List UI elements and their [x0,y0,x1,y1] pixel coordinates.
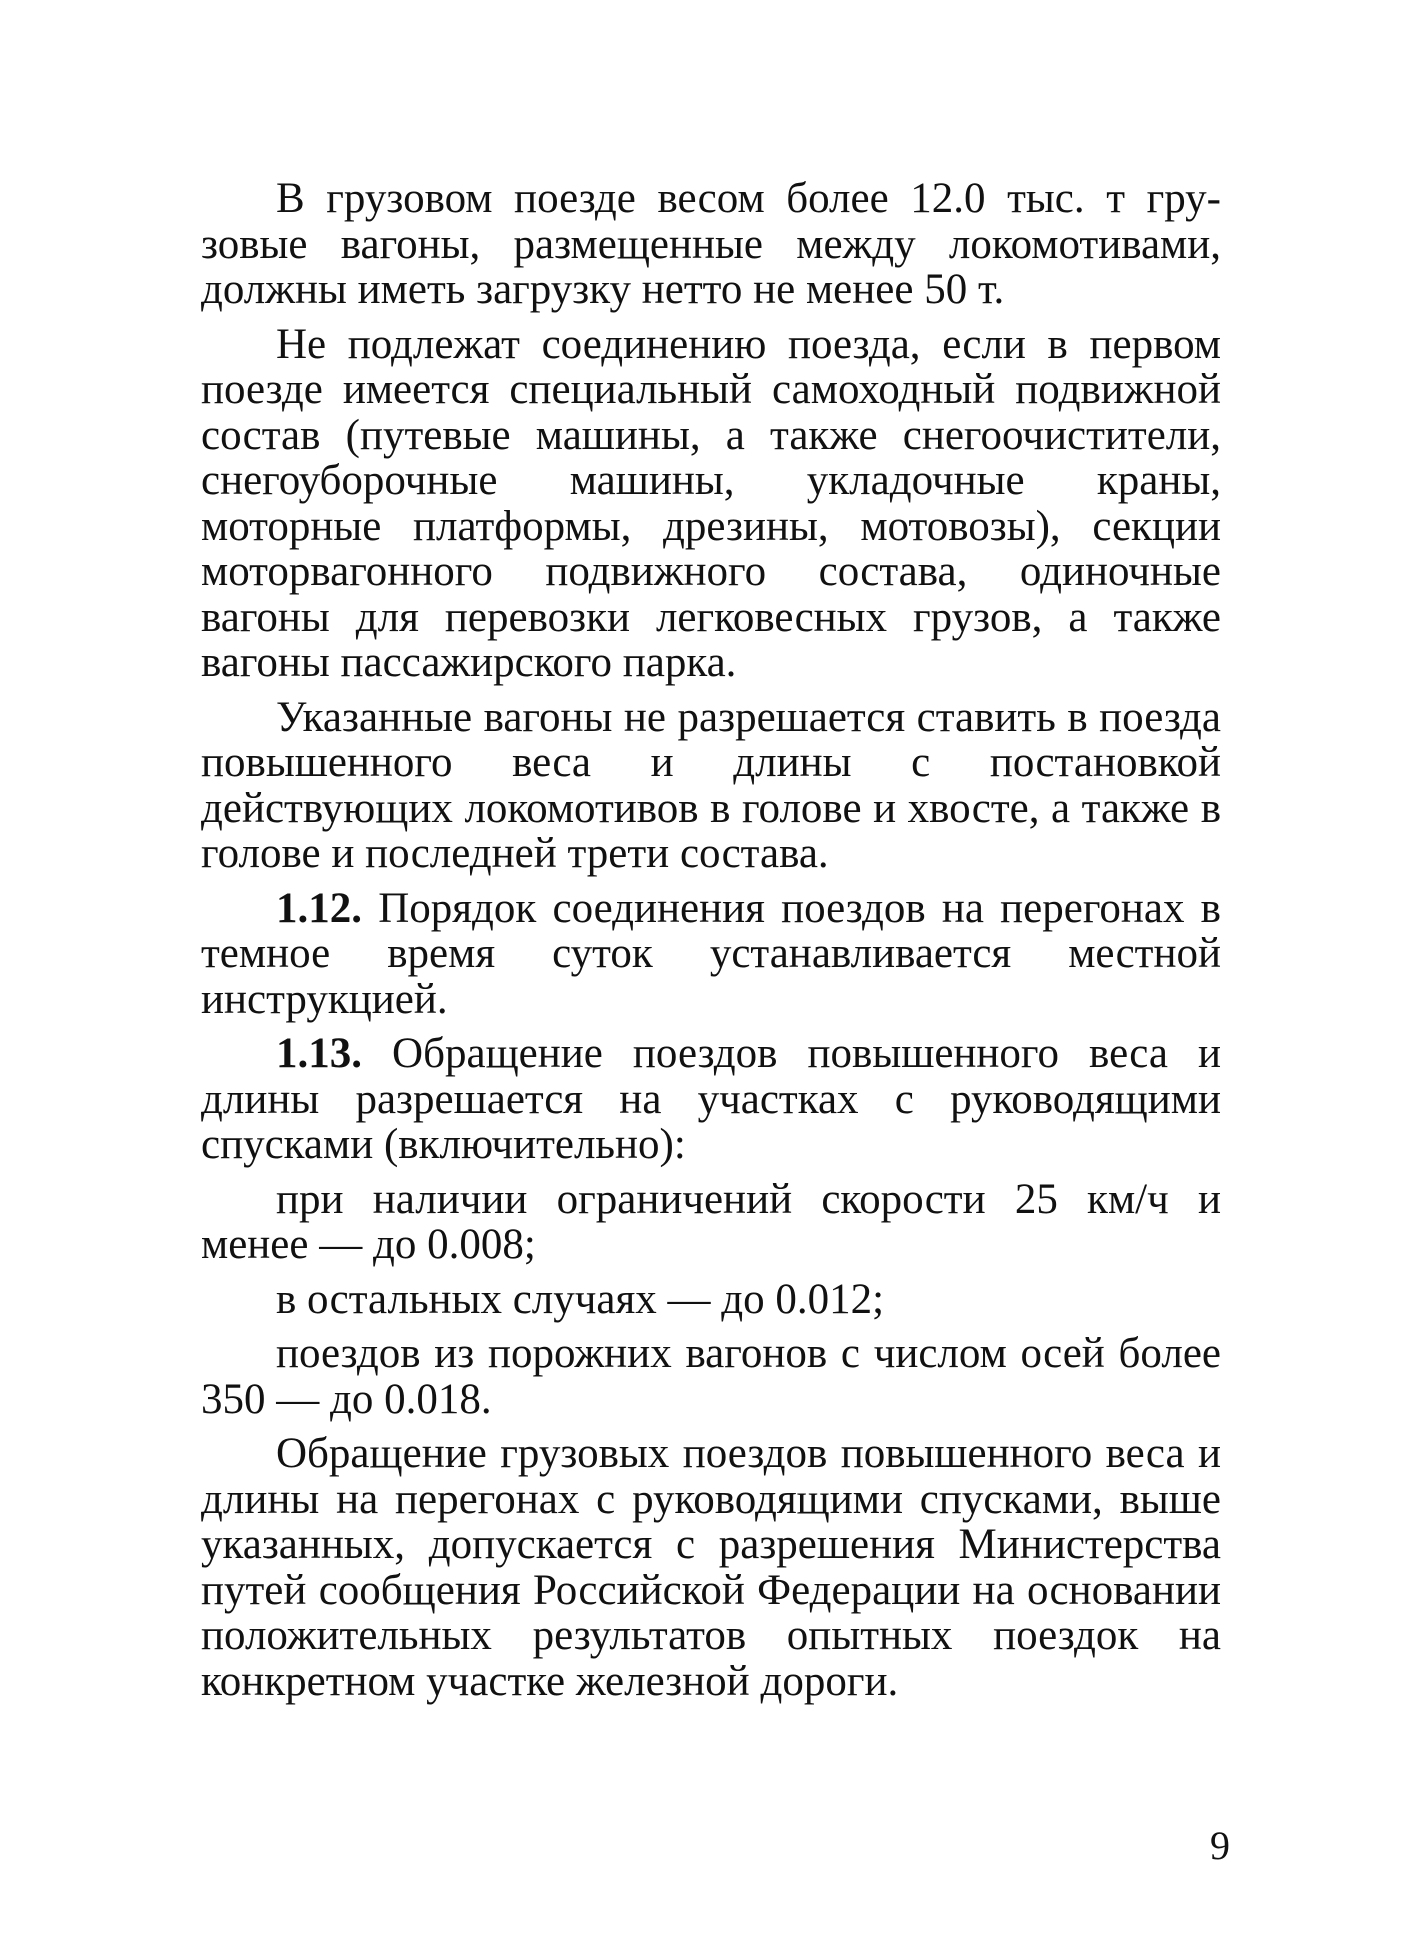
section-number-1-13: 1.13. [276,1030,362,1077]
paragraph-other-cases [201,1277,1221,1323]
paragraph-ministry-permission [201,1431,1221,1704]
paragraph-2 [201,322,1221,686]
paragraph-section-1-13-text: Обращение поездов повышенного веса и длины разрешается на участках с руководящими спусками (включительно): [201,1030,1221,1168]
body-text [201,176,1221,1713]
paragraph-other-cases-text: в остальных случаях — до 0.012; [276,1275,885,1323]
paragraph-speed-limit-text: при наличии ограничений скорости 25 км/ч и менее — до 0.008; [201,1175,1221,1268]
paragraph-section-1-12-text: Порядок соединения поездов на перегонах в темное время суток устанавливается местной инструкцией. [201,884,1221,1023]
paragraph-3-text: Указанные вагоны не разрешается ставить в поезда повышенного веса и длины с постановкой действующих локомотивов в голове и хвосте, а также в голове и последней трети состава. [201,693,1221,877]
paragraph-2-text: Не подлежат соединению поезда, если в первом поезде имеется специальный самоходный подвижной состав (путевые машины, а также снегоочистители, снегоуборочные машины, укладочные краны, моторные платформы, дрезины, мотовозы), секции моторвагонного подвижного состава, одиночные вагоны для перевозки легковесных грузов, а также вагоны пассажирского парка. [201,320,1221,686]
paragraph-empty-cars [201,1331,1221,1422]
paragraph-section-1-13 [201,1031,1221,1168]
paragraph-speed-limit [201,1177,1221,1268]
paragraph-3 [201,695,1221,877]
paragraph-1-text: В грузовом поезде весом более 12.0 тыс. т грузовые вагоны, размещенные между локомотивами, должны иметь загрузку нетто не менее 50 т. [201,175,1221,313]
page-number: 9 [1210,1823,1230,1868]
paragraph-empty-cars-text: поездов из порожних вагонов с числом осей более 350 — до 0.018. [201,1330,1221,1423]
paragraph-1 [201,176,1221,313]
section-number-1-12: 1.12. [276,884,362,932]
paragraph-ministry-permission-text: Обращение грузовых поездов повышенного веса и длины на перегонах с руководящими спусками, выше указанных, допускается с разрешения Министерства путей сообщения Российской Федерации на основании положительных результатов опытных поездок на конкретном участке железной дороги. [201,1430,1221,1705]
paragraph-section-1-12 [201,886,1221,1023]
